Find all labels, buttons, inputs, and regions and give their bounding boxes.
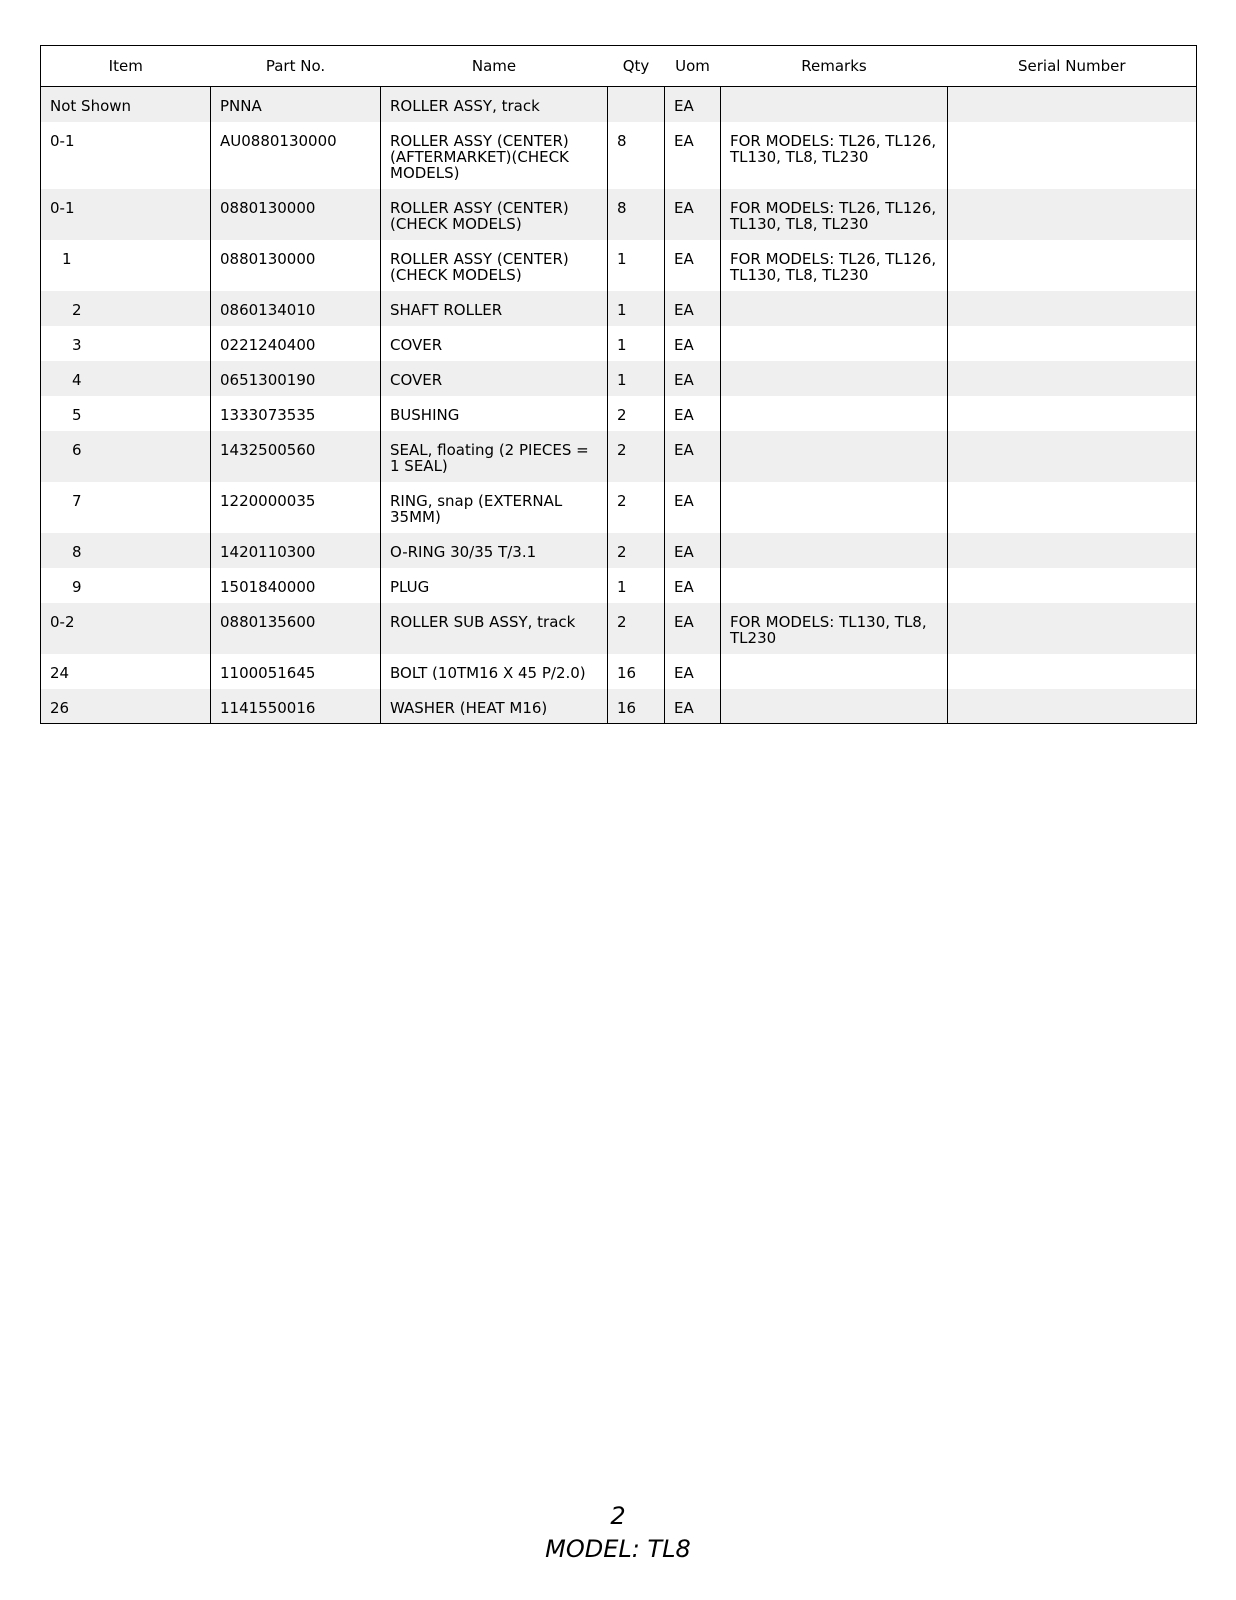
cell-name: COVER xyxy=(381,326,608,361)
cell-uom: EA xyxy=(665,189,721,240)
table-row xyxy=(41,87,1197,122)
cell-remarks: FOR MODELS: TL130, TL8, TL230 xyxy=(721,603,948,654)
column-header-qty: Qty xyxy=(608,46,665,87)
cell-uom: EA xyxy=(665,291,721,326)
cell-name: PLUG xyxy=(381,568,608,603)
cell-uom: EA xyxy=(665,689,721,724)
column-header-name: Name xyxy=(381,46,608,87)
table-row xyxy=(41,603,1197,654)
cell-name: O-RING 30/35 T/3.1 xyxy=(381,533,608,568)
table-row xyxy=(41,431,1197,482)
cell-name: BUSHING xyxy=(381,396,608,431)
cell-part-no: 0880130000 xyxy=(211,240,381,291)
table-row xyxy=(41,396,1197,431)
cell-qty: 1 xyxy=(608,568,665,603)
cell-serial-number xyxy=(948,396,1197,431)
cell-qty xyxy=(608,87,665,122)
cell-item: 7 xyxy=(41,482,211,533)
cell-part-no: 1141550016 xyxy=(211,689,381,724)
cell-part-no: 1501840000 xyxy=(211,568,381,603)
cell-name: ROLLER ASSY (CENTER)(AFTERMARKET)(CHECK MODELS) xyxy=(381,122,608,189)
parts-table xyxy=(40,45,1197,724)
cell-item: 26 xyxy=(41,689,211,724)
cell-remarks xyxy=(721,326,948,361)
column-header-uom: Uom xyxy=(665,46,721,87)
cell-serial-number xyxy=(948,603,1197,654)
cell-name: WASHER (HEAT M16) xyxy=(381,689,608,724)
cell-serial-number xyxy=(948,568,1197,603)
cell-part-no: 1420110300 xyxy=(211,533,381,568)
cell-item: 4 xyxy=(41,361,211,396)
table-row xyxy=(41,654,1197,689)
table-row xyxy=(41,240,1197,291)
cell-uom: EA xyxy=(665,396,721,431)
cell-qty: 2 xyxy=(608,482,665,533)
cell-part-no: AU0880130000 xyxy=(211,122,381,189)
cell-serial-number xyxy=(948,122,1197,189)
page-number: 2 xyxy=(610,1502,626,1530)
table-row xyxy=(41,568,1197,603)
cell-qty: 1 xyxy=(608,240,665,291)
cell-remarks xyxy=(721,291,948,326)
cell-qty: 2 xyxy=(608,396,665,431)
cell-part-no: 1333073535 xyxy=(211,396,381,431)
cell-item: 0-1 xyxy=(41,189,211,240)
cell-uom: EA xyxy=(665,482,721,533)
cell-remarks: FOR MODELS: TL26, TL126, TL130, TL8, TL230 xyxy=(721,189,948,240)
cell-serial-number xyxy=(948,326,1197,361)
table-row xyxy=(41,189,1197,240)
cell-uom: EA xyxy=(665,431,721,482)
cell-serial-number xyxy=(948,482,1197,533)
parts-table-body xyxy=(41,87,1197,724)
cell-serial-number xyxy=(948,654,1197,689)
cell-uom: EA xyxy=(665,533,721,568)
cell-item: 0-1 xyxy=(41,122,211,189)
cell-name: ROLLER ASSY (CENTER) (CHECK MODELS) xyxy=(381,240,608,291)
cell-item: 24 xyxy=(41,654,211,689)
cell-remarks xyxy=(721,568,948,603)
cell-uom: EA xyxy=(665,361,721,396)
cell-qty: 2 xyxy=(608,431,665,482)
table-row xyxy=(41,482,1197,533)
cell-part-no: 1100051645 xyxy=(211,654,381,689)
cell-serial-number xyxy=(948,291,1197,326)
cell-serial-number xyxy=(948,240,1197,291)
cell-uom: EA xyxy=(665,568,721,603)
cell-remarks xyxy=(721,361,948,396)
cell-remarks xyxy=(721,533,948,568)
cell-serial-number xyxy=(948,361,1197,396)
cell-serial-number xyxy=(948,689,1197,724)
cell-part-no: 0880130000 xyxy=(211,189,381,240)
cell-qty: 8 xyxy=(608,189,665,240)
cell-part-no: 1432500560 xyxy=(211,431,381,482)
cell-qty: 16 xyxy=(608,654,665,689)
column-header-remarks: Remarks xyxy=(721,46,948,87)
page-footer xyxy=(0,1500,1236,1566)
table-row xyxy=(41,326,1197,361)
cell-item: 1 xyxy=(41,240,211,291)
cell-qty: 1 xyxy=(608,291,665,326)
cell-item: 5 xyxy=(41,396,211,431)
cell-remarks: FOR MODELS: TL26, TL126, TL130, TL8, TL230 xyxy=(721,122,948,189)
cell-part-no: 0221240400 xyxy=(211,326,381,361)
cell-name: BOLT (10TM16 X 45 P/2.0) xyxy=(381,654,608,689)
column-header-part-no: Part No. xyxy=(211,46,381,87)
column-header-serial-number: Serial Number xyxy=(948,46,1197,87)
cell-uom: EA xyxy=(665,240,721,291)
cell-qty: 2 xyxy=(608,533,665,568)
cell-uom: EA xyxy=(665,87,721,122)
table-header-row xyxy=(41,46,1197,87)
cell-uom: EA xyxy=(665,326,721,361)
cell-qty: 1 xyxy=(608,361,665,396)
cell-item: 3 xyxy=(41,326,211,361)
column-header-item: Item xyxy=(41,46,211,87)
cell-remarks xyxy=(721,87,948,122)
cell-part-no: 0860134010 xyxy=(211,291,381,326)
table-row xyxy=(41,689,1197,724)
cell-name: SEAL, floating (2 PIECES = 1 SEAL) xyxy=(381,431,608,482)
cell-uom: EA xyxy=(665,122,721,189)
cell-name: RING, snap (EXTERNAL 35MM) xyxy=(381,482,608,533)
cell-qty: 16 xyxy=(608,689,665,724)
cell-serial-number xyxy=(948,87,1197,122)
cell-remarks xyxy=(721,654,948,689)
cell-name: SHAFT ROLLER xyxy=(381,291,608,326)
cell-qty: 1 xyxy=(608,326,665,361)
cell-remarks xyxy=(721,482,948,533)
cell-part-no: 0651300190 xyxy=(211,361,381,396)
table-row xyxy=(41,291,1197,326)
cell-name: ROLLER ASSY, track xyxy=(381,87,608,122)
table-row xyxy=(41,533,1197,568)
cell-name: COVER xyxy=(381,361,608,396)
table-row xyxy=(41,361,1197,396)
cell-qty: 2 xyxy=(608,603,665,654)
cell-part-no: 0880135600 xyxy=(211,603,381,654)
cell-remarks xyxy=(721,431,948,482)
cell-item: 6 xyxy=(41,431,211,482)
cell-qty: 8 xyxy=(608,122,665,189)
cell-remarks: FOR MODELS: TL26, TL126, TL130, TL8, TL230 xyxy=(721,240,948,291)
cell-name: ROLLER SUB ASSY, track xyxy=(381,603,608,654)
cell-name: ROLLER ASSY (CENTER) (CHECK MODELS) xyxy=(381,189,608,240)
cell-serial-number xyxy=(948,431,1197,482)
table-row xyxy=(41,122,1197,189)
cell-item: 9 xyxy=(41,568,211,603)
cell-item: 8 xyxy=(41,533,211,568)
model-label: MODEL: TL8 xyxy=(545,1535,691,1563)
cell-part-no: PNNA xyxy=(211,87,381,122)
cell-item: 0-2 xyxy=(41,603,211,654)
cell-item: 2 xyxy=(41,291,211,326)
cell-remarks xyxy=(721,396,948,431)
cell-item: Not Shown xyxy=(41,87,211,122)
cell-serial-number xyxy=(948,533,1197,568)
cell-uom: EA xyxy=(665,603,721,654)
cell-uom: EA xyxy=(665,654,721,689)
cell-serial-number xyxy=(948,189,1197,240)
cell-remarks xyxy=(721,689,948,724)
cell-part-no: 1220000035 xyxy=(211,482,381,533)
